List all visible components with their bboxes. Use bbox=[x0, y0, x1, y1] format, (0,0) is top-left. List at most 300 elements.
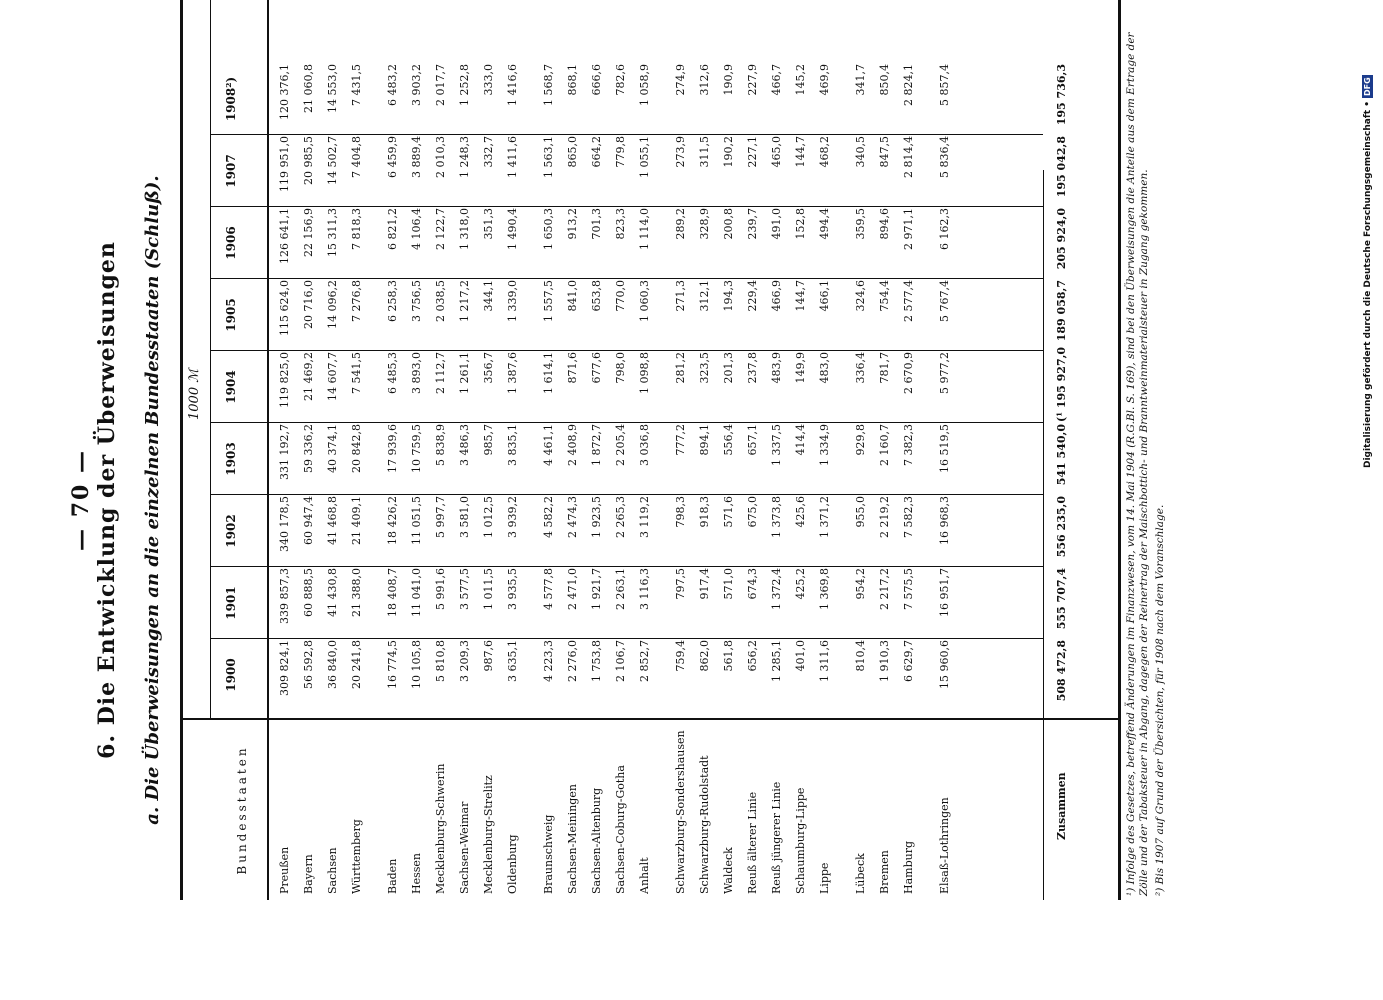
value-cell: 810,4 bbox=[854, 640, 867, 672]
total-cell: 556 235,0 bbox=[1055, 496, 1068, 558]
value-cell: 1 557,5 bbox=[542, 280, 555, 322]
value-cell: 21 409,1 bbox=[350, 496, 363, 545]
year-header: 1907 bbox=[224, 154, 238, 188]
state-name: Sachsen-Weimar bbox=[458, 801, 471, 894]
value-cell: 36 840,0 bbox=[326, 640, 339, 689]
value-cell: 6 821,2 bbox=[386, 208, 399, 250]
value-cell: 1 369,8 bbox=[818, 568, 831, 610]
value-cell: 913,2 bbox=[566, 208, 579, 240]
value-cell: 4 106,4 bbox=[410, 208, 423, 250]
value-cell: 59 336,2 bbox=[302, 424, 315, 473]
value-cell: 3 756,5 bbox=[410, 280, 423, 322]
state-name: Bayern bbox=[302, 854, 315, 894]
state-name: Sachsen bbox=[326, 847, 339, 894]
value-cell: 666,6 bbox=[590, 64, 603, 96]
value-cell: 4 461,1 bbox=[542, 424, 555, 466]
value-cell: 40 374,1 bbox=[326, 424, 339, 473]
value-cell: 2 265,3 bbox=[614, 496, 627, 538]
state-name: Elsaß-Lothringen bbox=[938, 797, 951, 894]
state-name: Anhalt bbox=[638, 857, 651, 894]
state-name: Preußen bbox=[278, 846, 291, 894]
value-cell: 469,9 bbox=[818, 64, 831, 96]
value-cell: 653,8 bbox=[590, 280, 603, 312]
value-cell: 15 960,6 bbox=[938, 640, 951, 689]
total-cell: 189 058,7 bbox=[1055, 280, 1068, 342]
value-cell: 985,7 bbox=[482, 424, 495, 456]
value-cell: 865,0 bbox=[566, 136, 579, 168]
sum-rule bbox=[1043, 170, 1044, 900]
value-cell: 18 408,7 bbox=[386, 568, 399, 617]
value-cell: 351,3 bbox=[482, 208, 495, 240]
table-row bbox=[386, 0, 408, 900]
value-cell: 11 051,5 bbox=[410, 496, 423, 545]
value-cell: 1 060,3 bbox=[638, 280, 651, 322]
value-cell: 657,1 bbox=[746, 424, 759, 456]
value-cell: 3 577,5 bbox=[458, 568, 471, 610]
state-name: Lippe bbox=[818, 862, 831, 894]
value-cell: 18 426,2 bbox=[386, 496, 399, 545]
digitization-credit bbox=[1362, 8, 1380, 468]
value-cell: 401,0 bbox=[794, 640, 807, 672]
value-cell: 4 223,3 bbox=[542, 640, 555, 682]
value-cell: 2 217,2 bbox=[878, 568, 891, 610]
value-cell: 3 893,0 bbox=[410, 352, 423, 394]
value-cell: 17 939,6 bbox=[386, 424, 399, 473]
table-row bbox=[794, 0, 816, 900]
value-cell: 2 577,4 bbox=[902, 280, 915, 322]
value-cell: 331 192,7 bbox=[278, 424, 291, 480]
table-row bbox=[614, 0, 636, 900]
state-name: Waldeck bbox=[722, 847, 735, 894]
value-cell: 60 947,4 bbox=[302, 496, 315, 545]
table-row bbox=[854, 0, 876, 900]
value-cell: 1 923,5 bbox=[590, 496, 603, 538]
value-cell: 2 408,9 bbox=[566, 424, 579, 466]
value-cell: 2 971,1 bbox=[902, 208, 915, 250]
value-cell: 60 888,5 bbox=[302, 568, 315, 617]
value-cell: 5 810,8 bbox=[434, 640, 447, 682]
value-cell: 3 935,5 bbox=[506, 568, 519, 610]
total-cell: 508 472,8 bbox=[1055, 640, 1068, 702]
table-row bbox=[350, 0, 372, 900]
value-cell: 918,3 bbox=[698, 496, 711, 528]
value-cell: 3 119,2 bbox=[638, 496, 651, 538]
value-cell: 145,2 bbox=[794, 64, 807, 96]
value-cell: 5 991,6 bbox=[434, 568, 447, 610]
value-cell: 340 178,5 bbox=[278, 496, 291, 552]
value-cell: 21 388,0 bbox=[350, 568, 363, 617]
value-cell: 782,6 bbox=[614, 64, 627, 96]
value-cell: 312,1 bbox=[698, 280, 711, 312]
value-cell: 312,6 bbox=[698, 64, 711, 96]
value-cell: 779,8 bbox=[614, 136, 627, 168]
page-subheading: a. Die Überweisungen an die einzelnen Bundesstaaten (Schluß). bbox=[142, 175, 163, 825]
value-cell: 841,0 bbox=[566, 280, 579, 312]
table-row bbox=[638, 0, 660, 900]
state-name: Oldenburg bbox=[506, 834, 519, 894]
value-cell: 6 483,2 bbox=[386, 64, 399, 106]
total-cell: 195 042,8 bbox=[1055, 136, 1068, 198]
table-row bbox=[326, 0, 348, 900]
value-cell: 483,0 bbox=[818, 352, 831, 384]
value-cell: 2 205,4 bbox=[614, 424, 627, 466]
table-row bbox=[770, 0, 792, 900]
value-cell: 1 563,1 bbox=[542, 136, 555, 178]
value-cell: 1 614,1 bbox=[542, 352, 555, 394]
state-name: Hamburg bbox=[902, 840, 915, 894]
table-row bbox=[506, 0, 528, 900]
value-cell: 1 339,0 bbox=[506, 280, 519, 322]
value-cell: 152,8 bbox=[794, 208, 807, 240]
value-cell: 7 404,8 bbox=[350, 136, 363, 178]
table-row bbox=[434, 0, 456, 900]
value-cell: 759,4 bbox=[674, 640, 687, 672]
value-cell: 3 635,1 bbox=[506, 640, 519, 682]
value-cell: 20 842,8 bbox=[350, 424, 363, 473]
value-cell: 20 241,8 bbox=[350, 640, 363, 689]
table-row bbox=[722, 0, 744, 900]
value-cell: 425,6 bbox=[794, 496, 807, 528]
value-cell: 2 670,9 bbox=[902, 352, 915, 394]
table-row bbox=[542, 0, 564, 900]
value-cell: 340,5 bbox=[854, 136, 867, 168]
value-cell: 359,5 bbox=[854, 208, 867, 240]
value-cell: 701,3 bbox=[590, 208, 603, 240]
value-cell: 871,6 bbox=[566, 352, 579, 384]
total-cell: 205 924,0 bbox=[1055, 208, 1068, 270]
value-cell: 7 818,3 bbox=[350, 208, 363, 250]
value-cell: 144,7 bbox=[794, 136, 807, 168]
value-cell: 1 252,8 bbox=[458, 64, 471, 106]
value-cell: 3 835,1 bbox=[506, 424, 519, 466]
total-cell: 195 736,3 bbox=[1055, 64, 1068, 126]
total-cell: (¹ 195 927,0 bbox=[1055, 346, 1068, 422]
value-cell: 41 468,8 bbox=[326, 496, 339, 545]
value-cell: 1 055,1 bbox=[638, 136, 651, 178]
value-cell: 955,0 bbox=[854, 496, 867, 528]
value-cell: 328,9 bbox=[698, 208, 711, 240]
value-cell: 333,0 bbox=[482, 64, 495, 96]
value-cell: 868,1 bbox=[566, 64, 579, 96]
value-cell: 2 122,7 bbox=[434, 208, 447, 250]
table-top-rule bbox=[180, 0, 183, 900]
page-number: — 70 — bbox=[68, 449, 94, 551]
value-cell: 571,0 bbox=[722, 568, 735, 600]
value-cell: 2 471,0 bbox=[566, 568, 579, 610]
value-cell: 1 114,0 bbox=[638, 208, 651, 250]
value-cell: 227,9 bbox=[746, 64, 759, 96]
value-cell: 1 411,6 bbox=[506, 136, 519, 178]
value-cell: 1 650,3 bbox=[542, 208, 555, 250]
value-cell: 3 116,3 bbox=[638, 568, 651, 610]
value-cell: 425,2 bbox=[794, 568, 807, 600]
value-cell: 2 010,3 bbox=[434, 136, 447, 178]
value-cell: 2 219,2 bbox=[878, 496, 891, 538]
value-cell: 894,1 bbox=[698, 424, 711, 456]
value-cell: 273,9 bbox=[674, 136, 687, 168]
table-row bbox=[698, 0, 720, 900]
value-cell: 781,7 bbox=[878, 352, 891, 384]
unit-rule bbox=[210, 0, 211, 720]
value-cell: 556,4 bbox=[722, 424, 735, 456]
value-cell: 336,4 bbox=[854, 352, 867, 384]
value-cell: 3 889,4 bbox=[410, 136, 423, 178]
value-cell: 6 162,3 bbox=[938, 208, 951, 250]
state-name: Schwarzburg-Rudolstadt bbox=[698, 755, 711, 894]
state-name: Hessen bbox=[410, 853, 423, 894]
page-heading: 6. Die Entwicklung der Überweisungen bbox=[94, 241, 120, 759]
total-row bbox=[1055, 0, 1077, 900]
value-cell: 356,7 bbox=[482, 352, 495, 384]
value-cell: 954,2 bbox=[854, 568, 867, 600]
value-cell: 674,3 bbox=[746, 568, 759, 600]
state-name: Mecklenburg-Strelitz bbox=[482, 775, 495, 894]
value-cell: 3 903,2 bbox=[410, 64, 423, 106]
state-name: Reuß jüngerer Linie bbox=[770, 781, 783, 894]
value-cell: 7 276,8 bbox=[350, 280, 363, 322]
state-name: Schaumburg-Lippe bbox=[794, 787, 807, 894]
value-cell: 289,2 bbox=[674, 208, 687, 240]
value-cell: 15 311,3 bbox=[326, 208, 339, 257]
value-cell: 119 951,0 bbox=[278, 136, 291, 192]
value-cell: 1 910,3 bbox=[878, 640, 891, 682]
value-cell: 850,4 bbox=[878, 64, 891, 96]
value-cell: 2 824,1 bbox=[902, 64, 915, 106]
value-cell: 22 156,9 bbox=[302, 208, 315, 257]
value-cell: 2 017,7 bbox=[434, 64, 447, 106]
value-cell: 190,9 bbox=[722, 64, 735, 96]
value-cell: 798,3 bbox=[674, 496, 687, 528]
year-header: 1900 bbox=[224, 658, 238, 692]
value-cell: 1 337,5 bbox=[770, 424, 783, 466]
value-cell: 465,0 bbox=[770, 136, 783, 168]
value-cell: 14 607,7 bbox=[326, 352, 339, 401]
value-cell: 115 624,0 bbox=[278, 280, 291, 336]
total-cell: 541 540,0 bbox=[1055, 424, 1068, 486]
value-cell: 1 012,5 bbox=[482, 496, 495, 538]
value-cell: 2 263,1 bbox=[614, 568, 627, 610]
state-name: Mecklenburg-Schwerin bbox=[434, 763, 447, 894]
table-row bbox=[302, 0, 324, 900]
year-header: 1905 bbox=[224, 298, 238, 332]
value-cell: 1 387,6 bbox=[506, 352, 519, 394]
table-row bbox=[482, 0, 504, 900]
value-cell: 5 767,4 bbox=[938, 280, 951, 322]
table-row bbox=[674, 0, 696, 900]
value-cell: 323,5 bbox=[698, 352, 711, 384]
value-cell: 21 060,8 bbox=[302, 64, 315, 113]
value-cell: 2 038,5 bbox=[434, 280, 447, 322]
value-cell: 466,9 bbox=[770, 280, 783, 312]
value-cell: 1 058,9 bbox=[638, 64, 651, 106]
state-name: Bremen bbox=[878, 850, 891, 894]
value-cell: 1 285,1 bbox=[770, 640, 783, 682]
value-cell: 7 541,5 bbox=[350, 352, 363, 394]
value-cell: 20 985,5 bbox=[302, 136, 315, 185]
value-cell: 7 575,5 bbox=[902, 568, 915, 610]
value-cell: 126 641,1 bbox=[278, 208, 291, 264]
dfg-logo: DFG bbox=[1363, 77, 1372, 96]
footnote-2: ²) Bis 1907 auf Grund der Übersichten, für 1908 nach dem Voranschlage. bbox=[1154, 504, 1166, 896]
value-cell: 754,4 bbox=[878, 280, 891, 312]
value-cell: 1 371,2 bbox=[818, 496, 831, 538]
value-cell: 7 582,3 bbox=[902, 496, 915, 538]
value-cell: 2 474,3 bbox=[566, 496, 579, 538]
state-name: Sachsen-Coburg-Gotha bbox=[614, 765, 627, 894]
value-cell: 797,5 bbox=[674, 568, 687, 600]
state-name: Lübeck bbox=[854, 853, 867, 894]
table-row bbox=[878, 0, 900, 900]
value-cell: 1 318,0 bbox=[458, 208, 471, 250]
value-cell: 309 824,1 bbox=[278, 640, 291, 696]
value-cell: 571,6 bbox=[722, 496, 735, 528]
value-cell: 777,2 bbox=[674, 424, 687, 456]
value-cell: 1 872,7 bbox=[590, 424, 603, 466]
value-cell: 1 921,7 bbox=[590, 568, 603, 610]
year-header: 1908²) bbox=[224, 76, 238, 122]
footnote-1: ¹) Infolge des Gesetzes, betreffend Änderungen im Finanzwesen, vom 14. Mai 1904 (R.G.Bl. S. 169), sind bei den Überweisungen die Anteile aus dem Ertrage der Zölle und der Tabaksteuer in Abgang, dagegen der Reinertrag der Maischbottich- und Branntweinmaterialsteuer in Zugang gekommen. bbox=[1125, 32, 1150, 896]
table-row bbox=[278, 0, 300, 900]
value-cell: 1 490,4 bbox=[506, 208, 519, 250]
value-cell: 20 716,0 bbox=[302, 280, 315, 329]
value-cell: 3 581,0 bbox=[458, 496, 471, 538]
value-cell: 10 105,8 bbox=[410, 640, 423, 689]
value-cell: 271,3 bbox=[674, 280, 687, 312]
value-cell: 229,4 bbox=[746, 280, 759, 312]
value-cell: 5 997,7 bbox=[434, 496, 447, 538]
value-cell: 675,0 bbox=[746, 496, 759, 528]
value-cell: 929,8 bbox=[854, 424, 867, 456]
value-cell: 120 376,1 bbox=[278, 64, 291, 120]
value-cell: 7 382,3 bbox=[902, 424, 915, 466]
value-cell: 119 825,0 bbox=[278, 352, 291, 408]
value-cell: 483,9 bbox=[770, 352, 783, 384]
value-cell: 561,8 bbox=[722, 640, 735, 672]
table-row bbox=[818, 0, 840, 900]
value-cell: 917,4 bbox=[698, 568, 711, 600]
value-cell: 823,3 bbox=[614, 208, 627, 240]
credit-text: Digitalisierung gefördert durch die Deutsche Forschungsgemeinschaft • bbox=[1363, 101, 1373, 468]
value-cell: 14 553,0 bbox=[326, 64, 339, 113]
state-name: Württemberg bbox=[350, 819, 363, 894]
value-cell: 3 486,3 bbox=[458, 424, 471, 466]
value-cell: 3 036,8 bbox=[638, 424, 651, 466]
value-cell: 2 160,7 bbox=[878, 424, 891, 466]
value-cell: 4 582,2 bbox=[542, 496, 555, 538]
value-cell: 1 373,8 bbox=[770, 496, 783, 538]
value-cell: 16 774,5 bbox=[386, 640, 399, 689]
value-cell: 16 951,7 bbox=[938, 568, 951, 617]
value-cell: 1 217,2 bbox=[458, 280, 471, 322]
value-cell: 656,2 bbox=[746, 640, 759, 672]
value-cell: 3 209,3 bbox=[458, 640, 471, 682]
value-cell: 6 258,3 bbox=[386, 280, 399, 322]
transfers-table bbox=[180, 0, 1120, 900]
value-cell: 466,7 bbox=[770, 64, 783, 96]
total-cell: 555 707,4 bbox=[1055, 568, 1068, 630]
value-cell: 6 459,9 bbox=[386, 136, 399, 178]
value-cell: 798,0 bbox=[614, 352, 627, 384]
value-cell: 149,9 bbox=[794, 352, 807, 384]
value-cell: 5 977,2 bbox=[938, 352, 951, 394]
value-cell: 339 857,3 bbox=[278, 568, 291, 624]
value-cell: 201,3 bbox=[722, 352, 735, 384]
value-cell: 3 939,2 bbox=[506, 496, 519, 538]
value-cell: 1 311,6 bbox=[818, 640, 831, 682]
value-cell: 1 416,6 bbox=[506, 64, 519, 106]
value-cell: 494,4 bbox=[818, 208, 831, 240]
value-cell: 5 838,9 bbox=[434, 424, 447, 466]
value-cell: 7 431,5 bbox=[350, 64, 363, 106]
value-cell: 56 592,8 bbox=[302, 640, 315, 689]
value-cell: 311,5 bbox=[698, 136, 711, 168]
value-cell: 894,6 bbox=[878, 208, 891, 240]
table-row bbox=[902, 0, 924, 900]
year-header: 1906 bbox=[224, 226, 238, 260]
value-cell: 1 568,7 bbox=[542, 64, 555, 106]
value-cell: 237,8 bbox=[746, 352, 759, 384]
total-label: Zusammen bbox=[1055, 772, 1068, 840]
value-cell: 227,1 bbox=[746, 136, 759, 168]
value-cell: 281,2 bbox=[674, 352, 687, 384]
table-row bbox=[410, 0, 432, 900]
footnotes bbox=[1125, 16, 1170, 896]
value-cell: 344,1 bbox=[482, 280, 495, 312]
value-cell: 1 334,9 bbox=[818, 424, 831, 466]
value-cell: 239,7 bbox=[746, 208, 759, 240]
state-name: Reuß älterer Linie bbox=[746, 791, 759, 894]
value-cell: 274,9 bbox=[674, 64, 687, 96]
table-row bbox=[746, 0, 768, 900]
value-cell: 14 096,2 bbox=[326, 280, 339, 329]
state-name: Braunschweig bbox=[542, 814, 555, 894]
value-cell: 6 629,7 bbox=[902, 640, 915, 682]
table-row bbox=[566, 0, 588, 900]
value-cell: 194,3 bbox=[722, 280, 735, 312]
header-rule bbox=[267, 0, 269, 900]
value-cell: 491,0 bbox=[770, 208, 783, 240]
value-cell: 5 857,4 bbox=[938, 64, 951, 106]
value-cell: 1 261,1 bbox=[458, 352, 471, 394]
value-cell: 677,6 bbox=[590, 352, 603, 384]
value-cell: 16 968,3 bbox=[938, 496, 951, 545]
value-cell: 2 814,4 bbox=[902, 136, 915, 178]
value-cell: 2 852,7 bbox=[638, 640, 651, 682]
value-cell: 21 469,2 bbox=[302, 352, 315, 401]
year-header: 1903 bbox=[224, 442, 238, 476]
table-row bbox=[458, 0, 480, 900]
value-cell: 2 112,7 bbox=[434, 352, 447, 394]
column-header-states: Bundesstaaten bbox=[235, 745, 249, 875]
state-name: Schwarzburg-Sondershausen bbox=[674, 730, 687, 894]
value-cell: 144,7 bbox=[794, 280, 807, 312]
value-cell: 5 836,4 bbox=[938, 136, 951, 178]
unit-label: 1000 ℳ bbox=[187, 368, 202, 420]
value-cell: 200,8 bbox=[722, 208, 735, 240]
table-row bbox=[590, 0, 612, 900]
value-cell: 6 485,3 bbox=[386, 352, 399, 394]
value-cell: 16 519,5 bbox=[938, 424, 951, 473]
value-cell: 324,6 bbox=[854, 280, 867, 312]
year-header: 1904 bbox=[224, 370, 238, 404]
value-cell: 10 759,5 bbox=[410, 424, 423, 473]
footnote-rule bbox=[1120, 766, 1121, 896]
value-cell: 1 011,5 bbox=[482, 568, 495, 610]
value-cell: 41 430,8 bbox=[326, 568, 339, 617]
value-cell: 11 041,0 bbox=[410, 568, 423, 617]
state-name: Baden bbox=[386, 858, 399, 894]
value-cell: 1 098,8 bbox=[638, 352, 651, 394]
